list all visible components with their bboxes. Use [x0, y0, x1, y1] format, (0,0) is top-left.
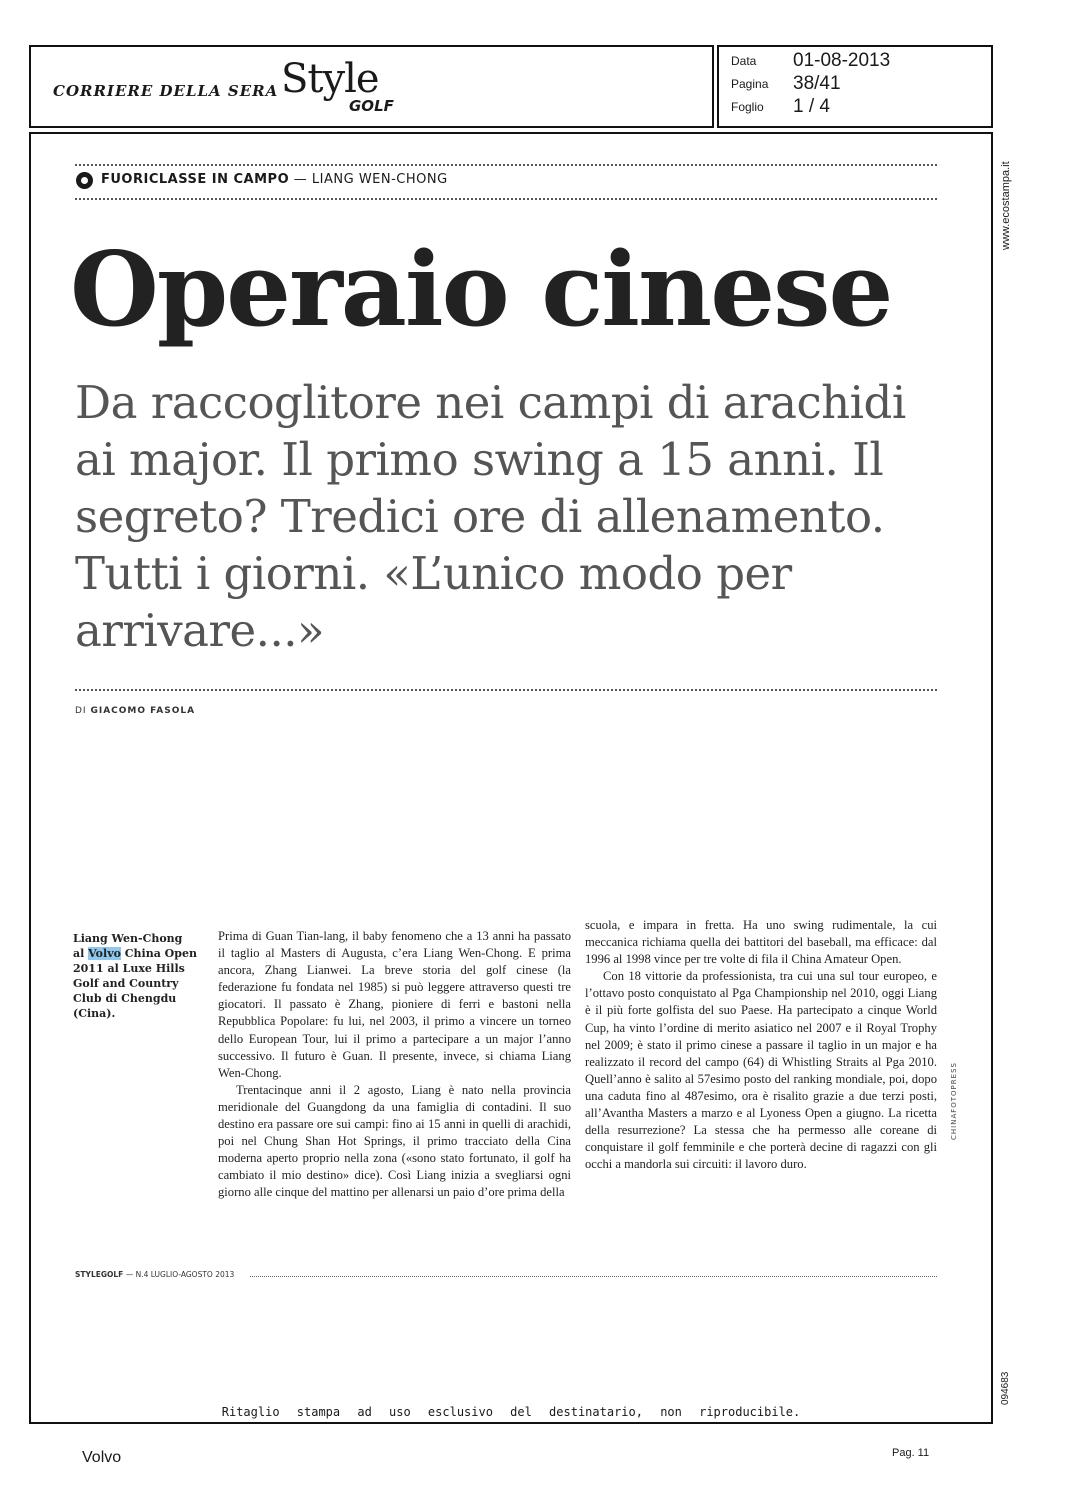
section-header — [101, 172, 448, 187]
client-name: Volvo — [82, 1449, 122, 1466]
pagina-label: Pagina — [731, 77, 769, 91]
side-url: www.ecostampa.it — [1000, 161, 1012, 250]
body-column-1 — [218, 928, 571, 1202]
pagina-value: 38/41 — [793, 73, 841, 94]
side-code: 094683 — [1000, 1371, 1011, 1405]
section-label: FUORICLASSE IN CAMPO — [101, 172, 290, 187]
byline — [75, 706, 195, 716]
magazine-logo: Style — [281, 56, 379, 102]
issue-footer — [75, 1270, 234, 1279]
caption-pre: al — [73, 947, 85, 960]
reproduction-notice: Ritaglio stampa ad uso esclusivo del destinatario, non riproducibile. — [221, 1405, 801, 1419]
section-person: LIANG WEN-CHONG — [311, 172, 448, 187]
byline-prefix: DI — [75, 706, 87, 716]
page-number: Pag. 11 — [892, 1447, 930, 1459]
footer-divider — [250, 1276, 937, 1277]
magazine-sublogo: GOLF — [349, 97, 394, 115]
author-name: GIACOMO FASOLA — [90, 706, 196, 716]
paragraph: Prima di Guan Tian-lang, il baby fenomeno che a 13 anni ha passato il taglio al Masters di Augusta, c’era Liang Wen-Chong. E prima ancora, Zhang Lianwei. La breve storia del golf cinese (la federazione fu fondata nel 1985) si può leggere attraverso questi tre giocatori. Il passato è Zhang, pioniere di ferri e bastoni nella Repubblica Popolare: fu lui, nel 2003, il primo a vincere un torneo dello European Tour, lui il primo a partecipare a un major l’anno successivo. Il futuro è Guan. Il presente, invece, si chiama Liang Wen-Chong. — [218, 929, 571, 1080]
golf-ball-icon — [76, 172, 93, 189]
caption-line1: Liang Wen-Chong — [73, 932, 183, 945]
caption-highlight: Volvo — [88, 947, 121, 960]
data-label: Data — [731, 54, 757, 68]
divider-dotted — [75, 164, 937, 166]
footer-issue: — N.4 LUGLIO-AGOSTO 2013 — [125, 1270, 235, 1279]
paragraph: Con 18 vittorie da professionista, tra cui una sul tour europeo, e l’ottavo posto conquistato al Pga Championship nel 2010, oggi Liang è il più forte golfista del suo Paese. Ha partecipato a cinque World Cup, ha vinto l’ordine di merito asiatico nel 2007 e il Royal Trophy nel 2009; è stato il primo cinese a passare il taglio in un major e ha realizzato il record del campo (64) di Whistling Straits al Pga 2010. Quell’anno è salito al 57esimo posto del ranking mondiale, poi, dopo una caduta fino al 487esimo, ora è risalito grazie a due terzi posti, all’Avantha Masters a marzo e al Lyoness Open a giugno. La ricetta della resurrezione? La stessa che ha permesso alle coreane di conquistare il golf femminile e che porterà decine di ragazzi con gli occhi a mandorla sui circuiti: il lavoro duro. — [585, 969, 937, 1172]
paragraph: Trentacinque anni il 2 agosto, Liang è nato nella provincia meridionale del Guangdong da una famiglia di contadini. Il suo destino era passare ore sui campi: fino ai 15 anni in quelli di arachidi, poi nel Chung Shan Hot Springs, il primo tracciato della Cina moderna aperto proprio nella zona («sono stato fortunato, il golf ha cambiato il mio destino» dice). Così Liang inizia a svegliarsi ogni giorno alle cinque del mattino per allenarsi un paio d’ore prima della — [218, 1082, 571, 1200]
article-title: Operaio cinese — [70, 230, 892, 350]
photo-credit: CHINAFOTOPRESS — [950, 1062, 958, 1140]
masthead-box — [29, 45, 714, 128]
footer-publication: STYLEGOLF — [75, 1270, 124, 1279]
photo-caption — [73, 931, 203, 1021]
divider-dotted — [75, 689, 937, 691]
section-separator: — — [293, 172, 308, 187]
newspaper-name: CORRIERE DELLA SERA — [53, 82, 279, 100]
caption-rest: China Open 2011 al Luxe Hills Golf and Country Club di Chengdu (Cina). — [73, 947, 197, 1020]
body-column-2 — [585, 917, 937, 1173]
data-value: 01-08-2013 — [793, 50, 891, 71]
divider-dotted — [75, 198, 937, 200]
foglio-label: Foglio — [731, 100, 764, 114]
article-subtitle: Da raccoglitore nei campi di arachidi ai major. Il primo swing a 15 anni. Il segreto? Tredici ore di allenamento. Tutti i giorni. «L’unico modo per arrivare...» — [75, 376, 906, 657]
foglio-value: 1 / 4 — [793, 96, 830, 117]
paragraph: scuola, e impara in fretta. Ha uno swing rudimentale, la cui meccanica richiama quella dei battitori del baseball, ma efficace: dal 1996 al 1998 vince per tre volte di fila il China Amateur Open. — [585, 918, 937, 967]
metadata-box — [717, 45, 993, 128]
